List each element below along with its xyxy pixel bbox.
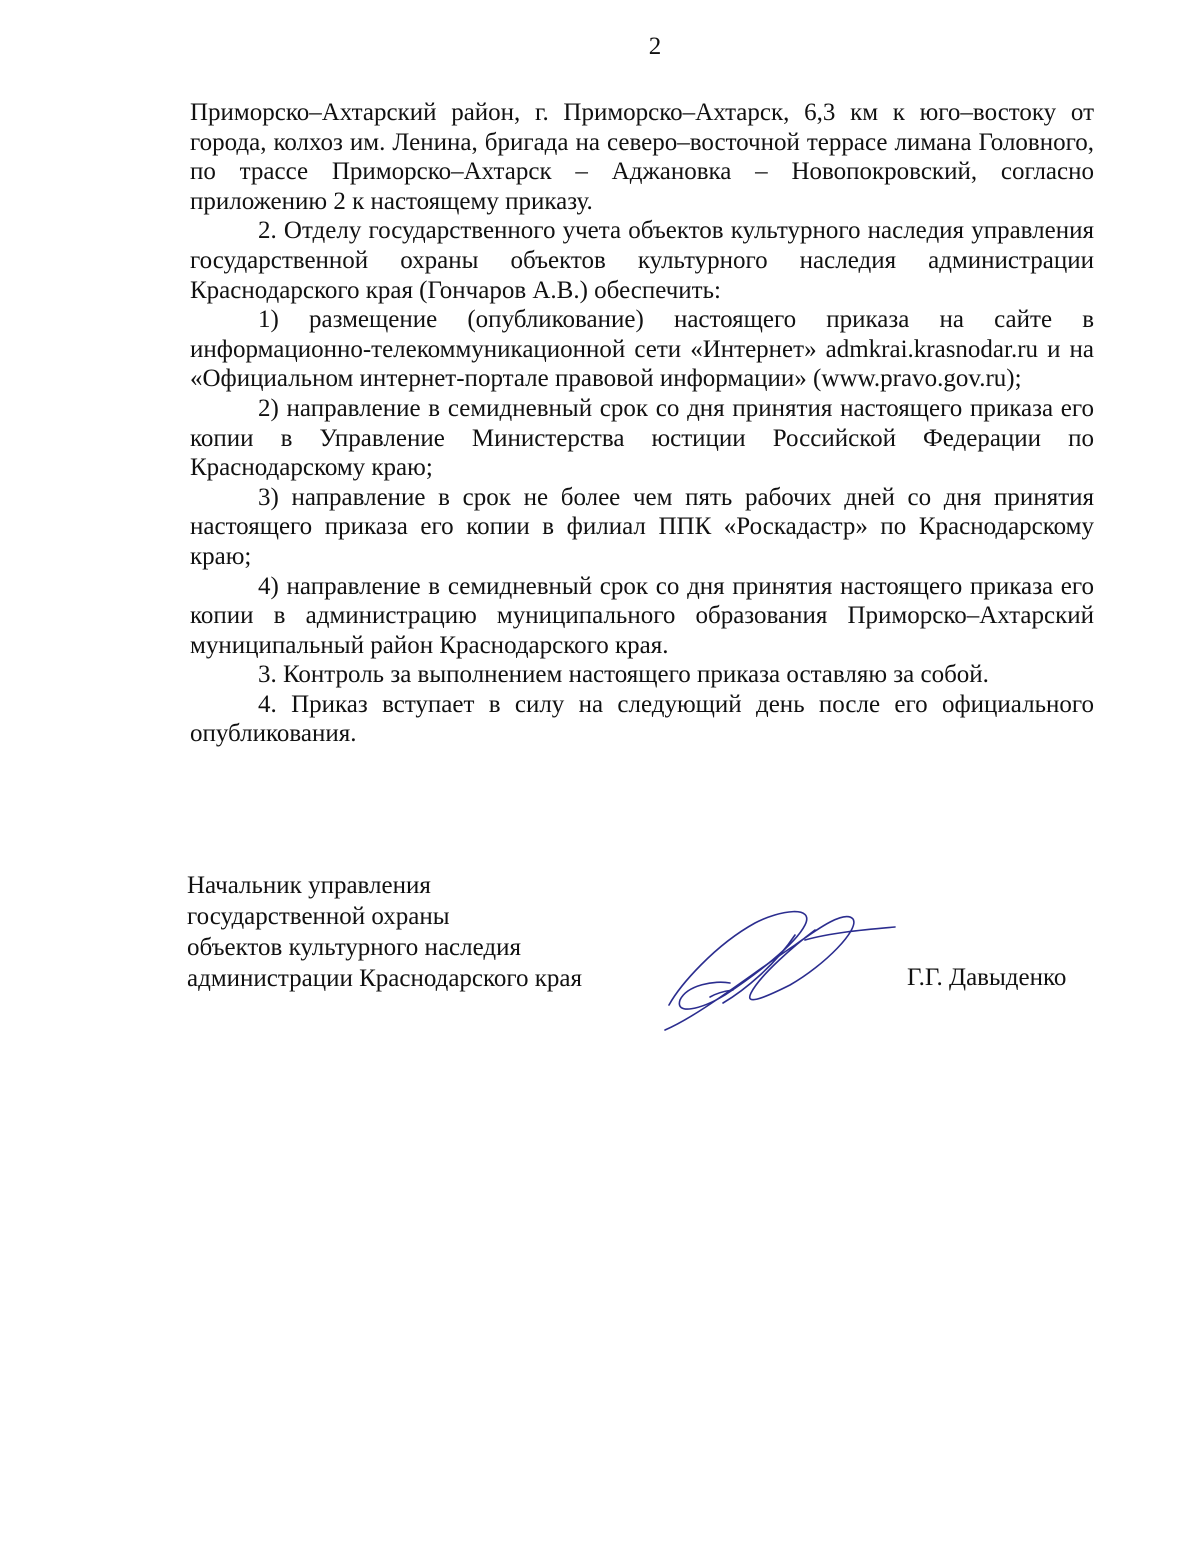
paragraph-item-2: 2. Отделу государственного учета объектов культурного наследия управления государственной охраны объектов культурного наследия администрации Краснодарского края (Гончаров А.В.) обеспечить:	[190, 217, 1094, 304]
position-line: администрации Краснодарского края	[187, 965, 583, 992]
position-line: государственной охраны	[187, 903, 450, 930]
paragraph-item-4: 4. Приказ вступает в силу на следующий день после его официального опубликования.	[190, 690, 1094, 748]
paragraph-location-continued: Приморско–Ахтарский район, г. Приморско–Ахтарск, 6,3 км к юго–востоку от города, колхоз им. Ленина, бригада на северо–восточной террасе лимана Головного, по трассе Приморско–Ахтарск – Аджановка – Новопокровский, согласно приложению 2 к настоящему приказу.	[190, 99, 1094, 215]
document-body	[190, 98, 1094, 749]
paragraph-item-3: 3. Контроль за выполнением настоящего приказа оставляю за собой.	[258, 661, 989, 689]
page-number: 2	[648, 33, 662, 60]
signatory-position	[187, 870, 607, 994]
paragraph-subitem-2: 2) направление в семидневный срок со дня принятия настоящего приказа его копии в Управление Министерства юстиции Российской Федерации по Краснодарскому краю;	[190, 394, 1094, 482]
position-line: объектов культурного наследия	[187, 934, 521, 961]
handwritten-signature	[655, 905, 900, 1035]
paragraph-subitem-4: 4) направление в семидневный срок со дня принятия настоящего приказа его копии в администрацию муниципального образования Приморско–Ахтарский муниципальный район Краснодарского края.	[190, 572, 1094, 659]
position-line: Начальник управления	[187, 872, 431, 899]
paragraph-subitem-1: 1) размещение (опубликование) настоящего приказа на сайте в информационно-телекоммуникационной сети «Интернет» admkrai.krasnodar.ru и на «Официальном интернет-портале правовой информации» (www.pravo.gov.ru);	[190, 306, 1094, 393]
paragraph-subitem-3: 3) направление в срок не более чем пять рабочих дней со дня принятия настоящего приказа его копии в филиал ППК «Роскадастр» по Краснодарскому краю;	[190, 483, 1094, 570]
signatory-name: Г.Г. Давыденко	[907, 964, 1067, 991]
